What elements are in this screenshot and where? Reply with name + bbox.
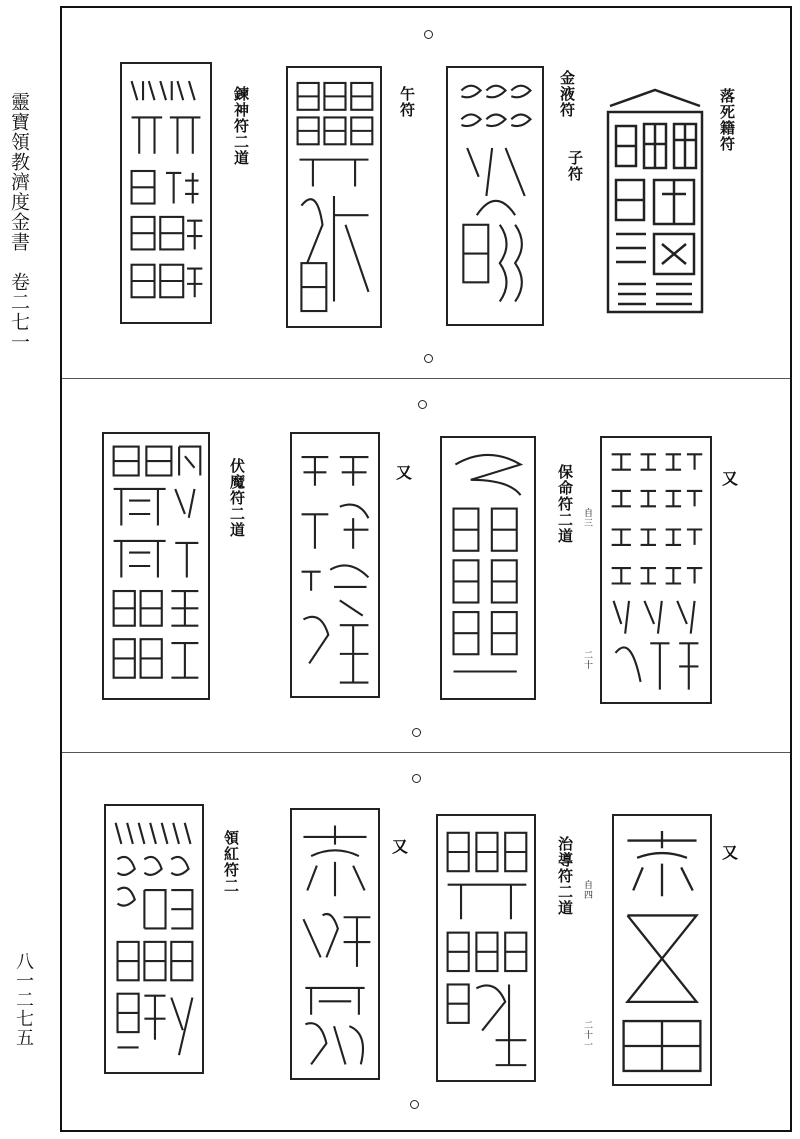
talisman-you-4 [290, 808, 380, 1080]
talisman-luosi [600, 84, 710, 324]
talisman-fumo [102, 432, 210, 700]
label-zi-fu: 子符 [566, 150, 584, 182]
label-fumo-fu: 伏魔符二道 [228, 458, 246, 538]
talisman-wu [286, 66, 382, 328]
note-baoming-bottom: 二十 [582, 650, 592, 670]
note-baoming-top: 自三 [582, 508, 592, 528]
talisman-you-2 [290, 432, 380, 698]
fold-mark [412, 774, 421, 783]
fold-mark [410, 1100, 419, 1109]
fold-mark [418, 400, 427, 409]
label-you-2: 又 [396, 463, 413, 482]
label-linghong-fu: 領紅符二 [222, 830, 240, 894]
label-you-3: 又 [722, 843, 739, 862]
talisman-linghong [104, 804, 204, 1074]
section-divider [62, 752, 790, 753]
label-baoming-fu: 保命符二道 [556, 464, 574, 544]
label-you-1: 又 [722, 469, 739, 488]
talisman-baoming [440, 436, 536, 700]
label-wu-fu: 午符 [398, 86, 416, 118]
label-jinye-fu: 金液符 [558, 70, 576, 118]
section-divider [62, 378, 790, 379]
book-title: 靈寶領教濟度金書 卷二七一 [8, 92, 30, 352]
fold-mark [424, 354, 433, 363]
label-lianshen-fu: 鍊神符二道 [232, 86, 250, 166]
note-zhidao-top: 自四 [582, 880, 592, 900]
page-number: 八一二七五 [13, 952, 34, 1047]
talisman-you-3 [612, 814, 712, 1086]
fold-mark [424, 30, 433, 39]
talisman-jinye [446, 66, 544, 326]
talisman-lianshen [120, 62, 212, 324]
label-zhidao-fu: 治導符二道 [556, 836, 574, 916]
label-luosi-fu: 落死籍符 [718, 88, 736, 152]
label-you-4: 又 [392, 837, 409, 856]
talisman-you-1 [600, 436, 712, 704]
note-zhidao-bottom: 二十一 [582, 1020, 592, 1050]
talisman-zhidao [436, 814, 536, 1082]
fold-mark [412, 728, 421, 737]
